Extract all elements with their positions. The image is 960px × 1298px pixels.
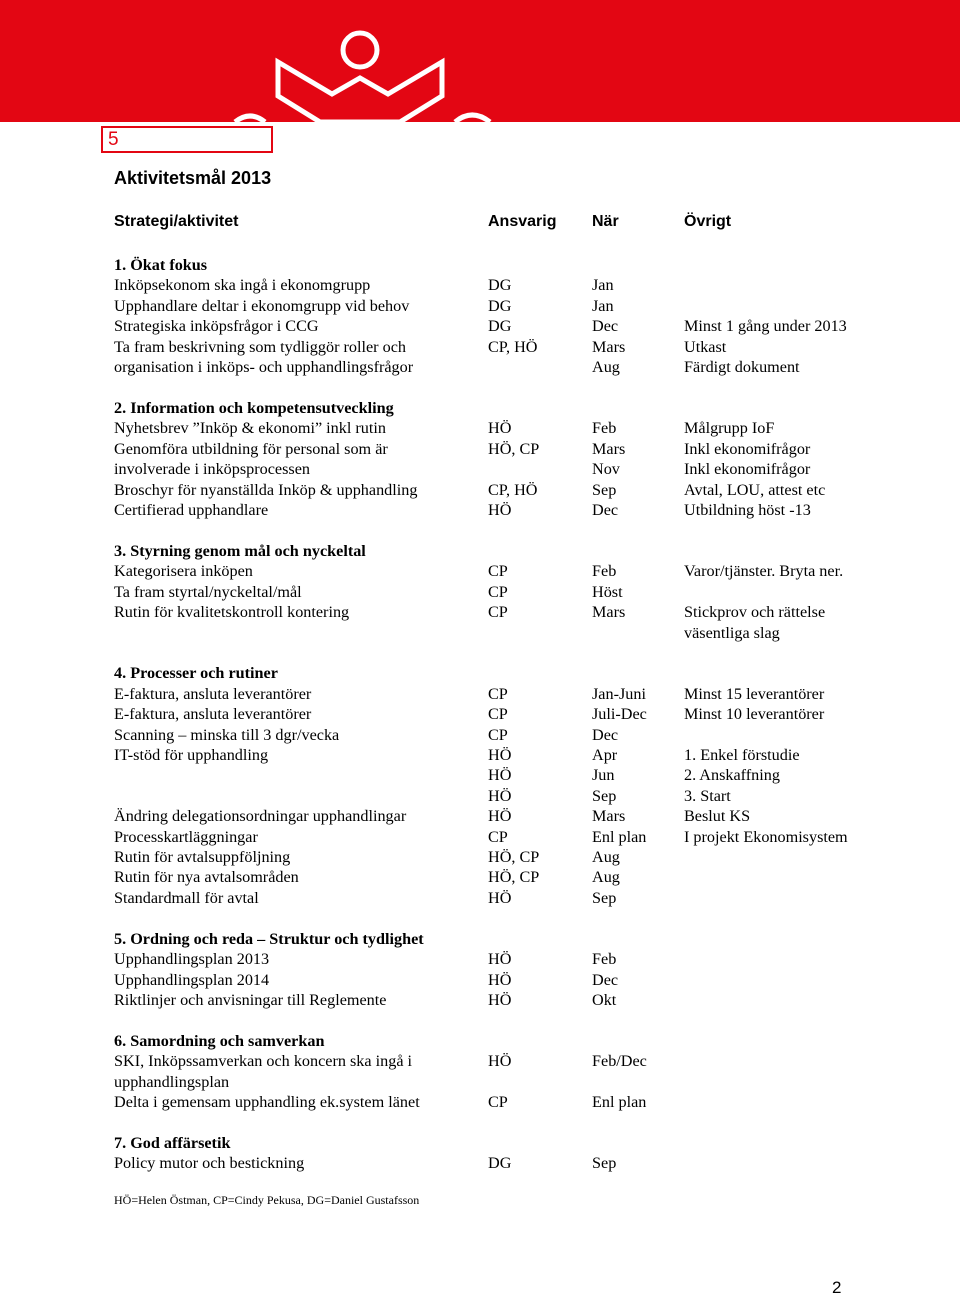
when-cell: Sep: [592, 888, 617, 907]
task-cell: Policy mutor och bestickning: [114, 1154, 305, 1173]
when-cell: Aug: [592, 848, 620, 867]
task-cell: Processkartläggningar: [114, 827, 258, 846]
task-cell: Upphandlingsplan 2013: [114, 950, 270, 969]
other-cell: 1. Enkel förstudie: [684, 746, 800, 765]
when-cell: Jan: [592, 296, 614, 315]
table-row: [114, 745, 914, 765]
responsible-cell: HÖ: [488, 807, 512, 826]
other-cell: Utbildning höst -13: [684, 500, 811, 519]
table-row: [114, 1153, 914, 1173]
when-cell: Enl plan: [592, 827, 647, 846]
table-row: [114, 296, 914, 316]
section-1: [114, 255, 914, 377]
responsible-cell: HÖ, CP: [488, 848, 540, 867]
when-cell: Enl plan: [592, 1093, 647, 1112]
table-row: [114, 704, 914, 724]
task-cell: Delta i gemensam upphandling ek.system länet: [114, 1093, 420, 1112]
task-cell: Ändring delegationsordningar upphandlingar: [114, 807, 407, 826]
responsible-cell: DG: [488, 1154, 512, 1173]
when-cell: Feb/Dec: [592, 1052, 647, 1071]
table-row: [114, 357, 914, 377]
table-row: [114, 602, 914, 622]
task-cell: [114, 623, 486, 643]
column-header-row: [114, 213, 914, 235]
when-cell: Dec: [592, 970, 619, 989]
task-cell: Ta fram beskrivning som tydliggör roller och: [114, 337, 406, 356]
task-cell: Standardmall för avtal: [114, 888, 259, 907]
when-cell: Jun: [592, 766, 615, 785]
column-header-when: När: [592, 213, 619, 230]
other-cell: Målgrupp IoF: [684, 419, 775, 438]
section-5: [114, 929, 914, 1011]
task-cell: Upphandlare deltar i ekonomgrupp vid behov: [114, 296, 410, 315]
task-cell: organisation i inköps- och upphandlingsfrågor: [114, 358, 414, 377]
page-title: Aktivitetsmål 2013: [114, 168, 272, 188]
task-cell: Inköpsekonom ska ingå i ekonomgrupp: [114, 276, 371, 295]
task-cell: Scanning – minska till 3 dgr/vecka: [114, 725, 340, 744]
task-cell: Ta fram styrtal/nyckeltal/mål: [114, 582, 302, 601]
table-row: [114, 806, 914, 826]
table-row: [114, 970, 914, 990]
when-cell: Aug: [592, 358, 620, 377]
when-cell: Aug: [592, 868, 620, 887]
when-cell: Sep: [592, 480, 617, 499]
task-cell: SKI, Inköpssamverkan och koncern ska ingå i: [114, 1052, 413, 1071]
column-header-other: Övrigt: [684, 213, 732, 230]
table-row: [114, 1051, 914, 1071]
page-number: 2: [832, 1278, 842, 1297]
task-cell: [114, 786, 486, 806]
task-cell: Upphandlingsplan 2014: [114, 970, 270, 989]
task-cell: Certifierad upphandlare: [114, 500, 269, 519]
when-cell: Apr: [592, 746, 618, 765]
other-cell: Minst 1 gång under 2013: [684, 317, 847, 336]
when-cell: Feb: [592, 419, 617, 438]
when-cell: Nov: [592, 460, 620, 479]
task-cell: Rutin för nya avtalsområden: [114, 868, 299, 887]
when-cell: Jan: [592, 276, 614, 295]
task-cell: IT-stöd för upphandling: [114, 746, 269, 765]
section-3: [114, 541, 914, 643]
section-title: 6. Samordning och samverkan: [114, 1031, 325, 1050]
table-row: [114, 827, 914, 847]
other-cell: 3. Start: [684, 786, 731, 805]
responsible-cell: HÖ: [488, 970, 512, 989]
other-cell: Avtal, LOU, attest etc: [684, 480, 826, 499]
responsible-cell: HÖ, CP: [488, 439, 540, 458]
table-row: [114, 561, 914, 581]
when-cell: Juli-Dec: [592, 705, 647, 724]
section-title: 4. Processer och rutiner: [114, 664, 278, 683]
table-row: [114, 500, 914, 520]
when-cell: Mars: [592, 603, 626, 622]
table-row: [114, 888, 914, 908]
when-cell: Mars: [592, 337, 626, 356]
table-row: [114, 684, 914, 704]
task-cell: Rutin för kvalitetskontroll kontering: [114, 603, 350, 622]
column-header-task: Strategi/aktivitet: [114, 213, 239, 230]
responsible-cell: CP: [488, 705, 508, 724]
task-cell: E-faktura, ansluta leverantörer: [114, 705, 312, 724]
when-cell: Feb: [592, 562, 617, 581]
other-cell: Minst 15 leverantörer: [684, 684, 825, 703]
section-title: 5. Ordning och reda – Struktur och tydlighet: [114, 929, 424, 948]
other-cell: Färdigt dokument: [684, 358, 800, 377]
table-row: [114, 439, 914, 459]
table-row: [114, 867, 914, 887]
header-banner: [0, 0, 960, 122]
responsible-cell: HÖ: [488, 1052, 512, 1071]
task-cell: Broschyr för nyanställda Inköp & upphandling: [114, 480, 418, 499]
responsible-cell: CP, HÖ: [488, 480, 538, 499]
other-cell: Inkl ekonomifrågor: [684, 439, 811, 458]
when-cell: Dec: [592, 725, 619, 744]
section-title: 3. Styrning genom mål och nyckeltal: [114, 541, 366, 560]
responsible-cell: DG: [488, 317, 512, 336]
task-cell: E-faktura, ansluta leverantörer: [114, 684, 312, 703]
table-row: [114, 847, 914, 867]
table-row: [114, 786, 914, 806]
logo-graphic-icon: [0, 0, 960, 122]
when-cell: Sep: [592, 1154, 617, 1173]
table-row: [114, 990, 914, 1010]
task-cell: Strategiska inköpsfrågor i CCG: [114, 317, 319, 336]
when-cell: Sep: [592, 786, 617, 805]
chapter-number-box: 5: [101, 126, 273, 153]
section-title: 7. God affärsetik: [114, 1133, 231, 1152]
table-row: [114, 459, 914, 479]
section-4: [114, 663, 914, 908]
other-cell: Inkl ekonomifrågor: [684, 460, 811, 479]
section-7: [114, 1133, 914, 1174]
activity-table: [114, 255, 914, 1194]
responsible-cell: CP: [488, 684, 508, 703]
task-cell: [114, 765, 486, 785]
table-row: [114, 480, 914, 500]
section-title: 1. Ökat fokus: [114, 256, 208, 274]
task-cell: involverade i inköpsprocessen: [114, 460, 310, 479]
responsible-cell: CP: [488, 582, 508, 601]
responsible-cell: DG: [488, 296, 512, 315]
other-cell: Beslut KS: [684, 807, 751, 826]
responsible-cell: HÖ, CP: [488, 868, 540, 887]
responsible-cell: HÖ: [488, 746, 512, 765]
when-cell: Jan-Juni: [592, 684, 646, 703]
table-row: [114, 582, 914, 602]
responsible-cell: DG: [488, 276, 512, 295]
when-cell: Okt: [592, 990, 617, 1009]
responsible-cell: CP: [488, 725, 508, 744]
responsible-cell: HÖ: [488, 419, 512, 438]
when-cell: Mars: [592, 807, 626, 826]
responsible-cell: CP: [488, 827, 508, 846]
task-cell: Riktlinjer och anvisningar till Reglemente: [114, 990, 387, 1009]
other-cell: väsentliga slag: [684, 623, 780, 642]
responsible-cell: CP: [488, 603, 508, 622]
table-row: [114, 949, 914, 969]
task-cell: Nyhetsbrev ”Inköp & ekonomi” inkl rutin: [114, 419, 386, 438]
responsible-cell: HÖ: [488, 950, 512, 969]
task-cell: Rutin för avtalsuppföljning: [114, 848, 291, 867]
table-row: [114, 337, 914, 357]
responsible-cell: CP: [488, 1093, 508, 1112]
table-row: [114, 418, 914, 438]
when-cell: Dec: [592, 317, 619, 336]
section-title: 2. Information och kompetensutveckling: [114, 398, 394, 417]
responsible-cell: HÖ: [488, 500, 512, 519]
other-cell: Minst 10 leverantörer: [684, 705, 825, 724]
other-cell: Utkast: [684, 337, 727, 356]
footnote: HÖ=Helen Östman, CP=Cindy Pekusa, DG=Daniel Gustafsson: [114, 1193, 420, 1207]
table-row: [114, 275, 914, 295]
other-cell: 2. Anskaffning: [684, 766, 780, 785]
when-cell: Feb: [592, 950, 617, 969]
when-cell: Mars: [592, 439, 626, 458]
section-2: [114, 398, 914, 520]
responsible-cell: CP: [488, 562, 508, 581]
responsible-cell: HÖ: [488, 990, 512, 1009]
table-row: [114, 623, 914, 643]
responsible-cell: HÖ: [488, 888, 512, 907]
when-cell: Dec: [592, 500, 619, 519]
section-6: [114, 1031, 914, 1113]
responsible-cell: HÖ: [488, 786, 512, 805]
table-row: [114, 316, 914, 336]
column-header-responsible: Ansvarig: [488, 213, 557, 230]
task-cell: upphandlingsplan: [114, 1072, 230, 1091]
responsible-cell: HÖ: [488, 766, 512, 785]
responsible-cell: CP, HÖ: [488, 337, 538, 356]
other-cell: Stickprov och rättelse: [684, 603, 826, 622]
table-row: [114, 1092, 914, 1112]
task-cell: Genomföra utbildning för personal som är: [114, 439, 388, 458]
table-row: [114, 725, 914, 745]
table-row: [114, 1072, 914, 1092]
when-cell: Höst: [592, 582, 623, 601]
task-cell: Kategorisera inköpen: [114, 562, 253, 581]
other-cell: I projekt Ekonomisystem: [684, 827, 848, 846]
other-cell: Varor/tjänster. Bryta ner.: [684, 562, 844, 581]
table-row: [114, 765, 914, 785]
